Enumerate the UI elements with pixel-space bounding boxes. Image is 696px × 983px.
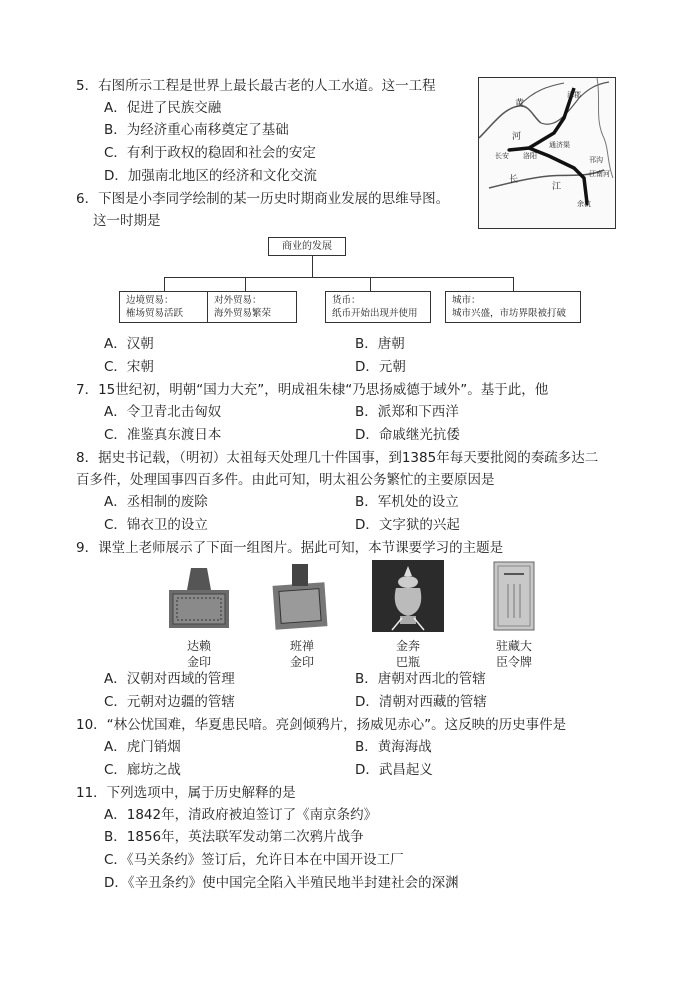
map-label-changan: 长安 (495, 152, 509, 160)
caption-line: 臣令牌 (495, 655, 532, 669)
mindmap-connector (513, 277, 514, 291)
q9-option-c: C．元朝对边疆的管辖 (104, 694, 235, 710)
q6-option-a: A．汉朝 (104, 336, 154, 352)
caption-line: 金印 (289, 655, 314, 669)
question-9-stem: 9．课堂上老师展示了下面一组图片。据此可知，本节课要学习的主题是 (76, 540, 504, 556)
grand-canal-map (478, 77, 616, 229)
map-label-chang: 长 (509, 175, 519, 185)
q10-option-c: C．廊坊之战 (104, 762, 181, 778)
branch-title: 城市： (452, 295, 481, 306)
question-10-stem: 10．“林公忧国难，华夏患民喑。亮剑倾鸦片，扬威见赤心”。这反映的历史事件是 (76, 717, 567, 733)
panchen-seal-caption (266, 638, 338, 670)
mindmap-branch-city (445, 291, 581, 323)
question-8-stem-cont: 百多件，处理国事四百多件。由此可知，明太祖公务繁忙的主要原因是 (76, 472, 495, 488)
q6-option-d: D．元朝 (355, 359, 406, 375)
map-label-jiangnanhe: 江南河 (589, 170, 610, 178)
map-label-he: 河 (512, 132, 522, 142)
caption-line: 达赖 (186, 639, 211, 653)
mindmap-connector (164, 277, 514, 278)
q6-option-b: B．唐朝 (355, 336, 405, 352)
caption-line: 驻藏大 (495, 639, 532, 653)
map-label-jiang: 江 (552, 182, 562, 192)
q7-option-a: A．令卫青北击匈奴 (104, 404, 222, 420)
question-8-stem: 8．据史书记载，（明初）太祖每天处理几十件国事，到1385年每天要批阅的奏疏多达二 (76, 450, 599, 466)
golden-urn-caption (372, 638, 444, 670)
mindmap-connector (370, 277, 371, 291)
panchen-seal-image (266, 560, 338, 632)
q11-option-d: D．《辛丑条约》使中国完全陷入半殖民地半封建社会的深渊 (104, 875, 459, 891)
q7-option-d: D．命戚继光抗倭 (355, 427, 460, 443)
q8-option-c: C．锦衣卫的设立 (104, 517, 208, 533)
dalai-seal-image (163, 560, 235, 632)
resident-official-token-caption (478, 638, 550, 670)
branch-title: 边境贸易： (126, 295, 174, 306)
caption-line: 金印 (186, 655, 211, 669)
map-label-hangou: 邗沟 (589, 156, 603, 164)
mindmap-branch-foreign-trade (207, 291, 297, 323)
q9-option-b: B．唐朝对西北的管辖 (355, 671, 486, 687)
q8-option-a: A．丞相制的废除 (104, 494, 208, 510)
mindmap-branch-border-trade (119, 291, 209, 323)
q5-option-a: A．促进了民族交融 (104, 100, 222, 116)
question-6-stem-cont: 这一时期是 (93, 213, 161, 229)
mindmap-connector (312, 256, 313, 277)
caption-line: 班禅 (289, 639, 314, 653)
q11-option-b: B．1856年，英法联军发动第二次鸦片战争 (104, 829, 364, 845)
map-label-zhuojun: 涿郡 (567, 91, 581, 99)
q9-option-d: D．清朝对西藏的管辖 (355, 694, 487, 710)
q7-option-c: C．准鉴真东渡日本 (104, 427, 222, 443)
q9-option-a: A．汉朝对西域的管理 (104, 671, 235, 687)
branch-detail: 纸币开始出现并使用 (332, 308, 418, 319)
caption-line: 金奔 (395, 639, 420, 653)
question-5-stem: 5．右图所示工程是世界上最长最古老的人工水道。这一工程 (76, 78, 436, 94)
mindmap-connector (164, 277, 165, 291)
map-label-yuhang: 余杭 (577, 200, 591, 208)
branch-detail: 海外贸易繁荣 (214, 308, 272, 319)
dalai-seal-caption (163, 638, 235, 670)
q10-option-a: A．虎门销烟 (104, 739, 181, 755)
q10-option-b: B．黄海海战 (355, 739, 432, 755)
resident-official-token-image (488, 560, 540, 632)
map-label-luoyang: 洛阳 (523, 152, 537, 160)
question-6-stem: 6．下图是小李同学绘制的某一历史时期商业发展的思维导图。 (76, 191, 450, 207)
q7-option-b: B．派郑和下西洋 (355, 404, 459, 420)
branch-title: 对外贸易： (214, 295, 262, 306)
golden-urn-image (372, 560, 444, 632)
branch-detail: 城市兴盛，市坊界限被打破 (452, 308, 567, 319)
mindmap-branch-currency (325, 291, 431, 323)
mindmap-root: 商业的发展 (268, 237, 346, 256)
caption-line: 巴瓶 (395, 655, 420, 669)
q8-option-b: B．军机处的设立 (355, 494, 459, 510)
mindmap-connector (245, 277, 246, 291)
q10-option-d: D．武昌起义 (355, 762, 433, 778)
branch-detail: 榷场贸易活跃 (126, 308, 184, 319)
q11-option-c: C．《马关条约》签订后，允许日本在中国开设工厂 (104, 852, 404, 868)
map-label-tongjiqu: 通济渠 (549, 141, 570, 149)
q5-option-c: C．有利于政权的稳固和社会的安定 (104, 145, 316, 161)
q6-option-c: C．宋朝 (104, 359, 154, 375)
q11-option-a: A．1842年，清政府被迫签订了《南京条约》 (104, 807, 378, 823)
map-label-huang: 黄 (515, 99, 525, 109)
branch-title: 货币： (332, 295, 361, 306)
question-7-stem: 7．15世纪初，明朝“国力大充”，明成祖朱棣“乃思扬威德于域外”。基于此，他 (76, 382, 549, 398)
q5-option-d: D．加强南北地区的经济和文化交流 (104, 168, 317, 184)
question-11-stem: 11．下列选项中，属于历史解释的是 (76, 785, 296, 801)
q8-option-d: D．文字狱的兴起 (355, 517, 460, 533)
q5-option-b: B．为经济重心南移奠定了基础 (104, 122, 289, 138)
